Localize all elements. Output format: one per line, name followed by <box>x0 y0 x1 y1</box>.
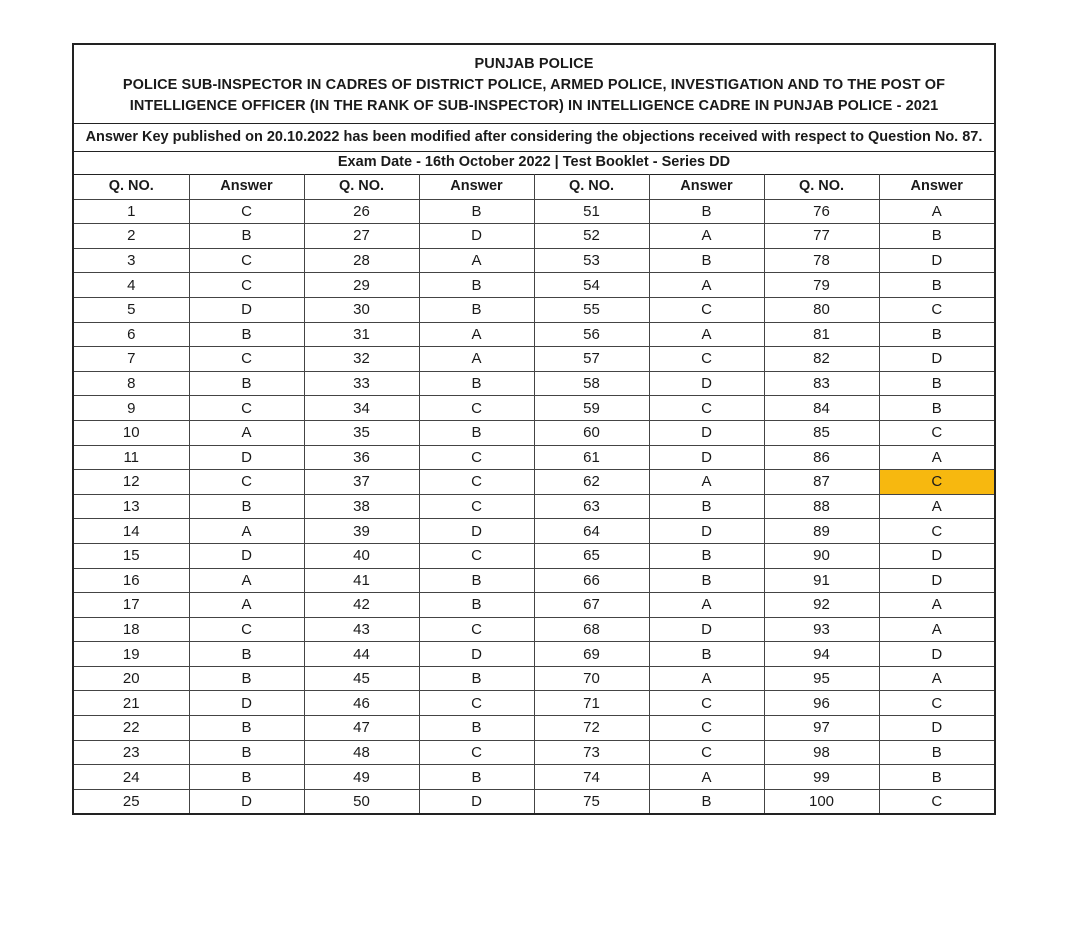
question-number-cell: 69 <box>534 642 649 667</box>
answer-cell: C <box>189 347 304 372</box>
answer-cell: A <box>879 617 994 642</box>
answer-cell: A <box>879 593 994 618</box>
question-number-cell: 91 <box>764 568 879 593</box>
answer-cell: D <box>649 519 764 544</box>
table-row <box>74 297 994 322</box>
question-number-cell: 33 <box>304 371 419 396</box>
answer-cell: B <box>419 199 534 224</box>
answer-cell: B <box>419 765 534 790</box>
answer-cell: B <box>879 322 994 347</box>
question-number-cell: 36 <box>304 445 419 470</box>
question-number-cell: 98 <box>764 740 879 765</box>
answer-cell: C <box>419 617 534 642</box>
question-number-cell: 79 <box>764 273 879 298</box>
question-number-cell: 14 <box>74 519 189 544</box>
question-number-cell: 26 <box>304 199 419 224</box>
question-number-cell: 70 <box>534 666 649 691</box>
question-number-cell: 40 <box>304 543 419 568</box>
answer-key-table <box>74 174 994 813</box>
question-number-cell: 4 <box>74 273 189 298</box>
question-number-cell: 55 <box>534 297 649 322</box>
question-number-cell: 51 <box>534 199 649 224</box>
answer-cell: C <box>419 445 534 470</box>
question-number-cell: 75 <box>534 789 649 813</box>
answer-cell: A <box>879 445 994 470</box>
answer-cell: D <box>189 297 304 322</box>
answer-cell: A <box>189 420 304 445</box>
table-row <box>74 568 994 593</box>
answer-cell: C <box>189 617 304 642</box>
answer-cell: D <box>189 691 304 716</box>
table-body <box>74 199 994 813</box>
question-number-cell: 49 <box>304 765 419 790</box>
answer-cell: B <box>649 568 764 593</box>
answer-cell: C <box>419 543 534 568</box>
answer-cell: B <box>649 789 764 813</box>
answer-cell: A <box>649 224 764 249</box>
table-row <box>74 445 994 470</box>
answer-cell: C <box>879 297 994 322</box>
answer-cell: B <box>419 371 534 396</box>
answer-cell: C <box>879 691 994 716</box>
answer-cell: B <box>189 765 304 790</box>
answer-cell: B <box>879 224 994 249</box>
answer-cell: A <box>649 470 764 495</box>
question-number-cell: 72 <box>534 716 649 741</box>
question-number-cell: 6 <box>74 322 189 347</box>
answer-cell: D <box>419 642 534 667</box>
answer-cell: B <box>419 273 534 298</box>
question-number-cell: 68 <box>534 617 649 642</box>
question-number-cell: 16 <box>74 568 189 593</box>
answer-cell: C <box>649 347 764 372</box>
question-number-cell: 3 <box>74 248 189 273</box>
answer-cell: A <box>649 765 764 790</box>
answer-cell: B <box>879 273 994 298</box>
answer-cell: C <box>419 494 534 519</box>
answer-cell: A <box>419 347 534 372</box>
question-number-cell: 50 <box>304 789 419 813</box>
question-number-cell: 47 <box>304 716 419 741</box>
question-number-cell: 94 <box>764 642 879 667</box>
answer-cell: C <box>879 789 994 813</box>
answer-cell: B <box>879 740 994 765</box>
answer-cell: B <box>649 494 764 519</box>
answer-cell: C <box>189 199 304 224</box>
answer-cell: C <box>649 396 764 421</box>
answer-cell: C <box>189 396 304 421</box>
question-number-cell: 80 <box>764 297 879 322</box>
table-row <box>74 642 994 667</box>
answer-cell: C <box>419 691 534 716</box>
column-header-qno: Q. NO. <box>304 175 419 200</box>
answer-cell: B <box>879 371 994 396</box>
question-number-cell: 60 <box>534 420 649 445</box>
answer-cell: D <box>419 789 534 813</box>
question-number-cell: 12 <box>74 470 189 495</box>
question-number-cell: 71 <box>534 691 649 716</box>
answer-cell: D <box>189 789 304 813</box>
question-number-cell: 35 <box>304 420 419 445</box>
answer-cell: B <box>649 248 764 273</box>
column-header-qno: Q. NO. <box>764 175 879 200</box>
answer-cell: B <box>419 593 534 618</box>
question-number-cell: 48 <box>304 740 419 765</box>
table-row <box>74 617 994 642</box>
question-number-cell: 27 <box>304 224 419 249</box>
answer-cell: B <box>419 420 534 445</box>
answer-cell: A <box>189 593 304 618</box>
answer-cell: A <box>879 666 994 691</box>
table-header-row <box>74 175 994 200</box>
answer-cell: A <box>649 273 764 298</box>
question-number-cell: 25 <box>74 789 189 813</box>
column-header-answer: Answer <box>879 175 994 200</box>
answer-cell: B <box>649 199 764 224</box>
answer-cell: C <box>419 470 534 495</box>
question-number-cell: 89 <box>764 519 879 544</box>
answer-cell: C <box>419 396 534 421</box>
answer-cell: D <box>879 347 994 372</box>
question-number-cell: 38 <box>304 494 419 519</box>
question-number-cell: 64 <box>534 519 649 544</box>
question-number-cell: 21 <box>74 691 189 716</box>
question-number-cell: 29 <box>304 273 419 298</box>
answer-cell: B <box>419 568 534 593</box>
question-number-cell: 81 <box>764 322 879 347</box>
answer-cell: B <box>419 297 534 322</box>
question-number-cell: 56 <box>534 322 649 347</box>
table-row <box>74 396 994 421</box>
answer-cell: B <box>189 494 304 519</box>
question-number-cell: 20 <box>74 666 189 691</box>
table-row <box>74 470 994 495</box>
table-row <box>74 691 994 716</box>
question-number-cell: 88 <box>764 494 879 519</box>
question-number-cell: 23 <box>74 740 189 765</box>
answer-cell: B <box>189 371 304 396</box>
answer-cell: D <box>879 716 994 741</box>
question-number-cell: 17 <box>74 593 189 618</box>
answer-cell: A <box>189 519 304 544</box>
question-number-cell: 8 <box>74 371 189 396</box>
question-number-cell: 97 <box>764 716 879 741</box>
question-number-cell: 19 <box>74 642 189 667</box>
question-number-cell: 82 <box>764 347 879 372</box>
question-number-cell: 99 <box>764 765 879 790</box>
answer-cell: A <box>649 666 764 691</box>
table-row <box>74 593 994 618</box>
answer-cell: D <box>649 371 764 396</box>
table-row <box>74 543 994 568</box>
question-number-cell: 66 <box>534 568 649 593</box>
table-row <box>74 248 994 273</box>
table-header <box>74 175 994 200</box>
table-row <box>74 494 994 519</box>
table-row <box>74 420 994 445</box>
answer-cell: C <box>649 691 764 716</box>
question-number-cell: 9 <box>74 396 189 421</box>
question-number-cell: 13 <box>74 494 189 519</box>
answer-cell: D <box>189 543 304 568</box>
question-number-cell: 96 <box>764 691 879 716</box>
answer-cell: D <box>879 543 994 568</box>
exam-title-line-1: POLICE SUB-INSPECTOR IN CADRES OF DISTRICT POLICE, ARMED POLICE, INVESTIGATION AND TO THE POST OF <box>122 77 946 93</box>
question-number-cell: 11 <box>74 445 189 470</box>
answer-cell: D <box>419 224 534 249</box>
question-number-cell: 37 <box>304 470 419 495</box>
answer-cell: B <box>189 642 304 667</box>
table-row <box>74 347 994 372</box>
answer-cell: D <box>649 617 764 642</box>
question-number-cell: 30 <box>304 297 419 322</box>
answer-cell: C <box>649 297 764 322</box>
answer-cell: B <box>649 543 764 568</box>
question-number-cell: 24 <box>74 765 189 790</box>
question-number-cell: 5 <box>74 297 189 322</box>
column-header-answer: Answer <box>189 175 304 200</box>
table-row <box>74 519 994 544</box>
answer-cell: C <box>649 740 764 765</box>
question-number-cell: 93 <box>764 617 879 642</box>
answer-cell: C <box>419 740 534 765</box>
question-number-cell: 92 <box>764 593 879 618</box>
question-number-cell: 90 <box>764 543 879 568</box>
question-number-cell: 57 <box>534 347 649 372</box>
column-header-answer: Answer <box>419 175 534 200</box>
answer-cell: D <box>649 420 764 445</box>
answer-cell: D <box>879 568 994 593</box>
question-number-cell: 63 <box>534 494 649 519</box>
answer-cell: B <box>189 666 304 691</box>
answer-cell: B <box>189 224 304 249</box>
question-number-cell: 52 <box>534 224 649 249</box>
question-number-cell: 42 <box>304 593 419 618</box>
question-number-cell: 32 <box>304 347 419 372</box>
question-number-cell: 1 <box>74 199 189 224</box>
answer-cell: D <box>879 248 994 273</box>
question-number-cell: 41 <box>304 568 419 593</box>
question-number-cell: 44 <box>304 642 419 667</box>
table-row <box>74 740 994 765</box>
question-number-cell: 73 <box>534 740 649 765</box>
answer-cell: B <box>419 666 534 691</box>
answer-cell: C <box>189 248 304 273</box>
question-number-cell: 10 <box>74 420 189 445</box>
answer-cell: A <box>419 248 534 273</box>
exam-title-line-2: INTELLIGENCE OFFICER (IN THE RANK OF SUB-INSPECTOR) IN INTELLIGENCE CADRE IN PUNJAB POLICE - 2021 <box>129 98 939 114</box>
column-header-answer: Answer <box>649 175 764 200</box>
question-number-cell: 67 <box>534 593 649 618</box>
question-number-cell: 86 <box>764 445 879 470</box>
answer-cell: B <box>879 765 994 790</box>
table-row <box>74 273 994 298</box>
question-number-cell: 15 <box>74 543 189 568</box>
answer-cell: C <box>189 470 304 495</box>
answer-cell: B <box>879 396 994 421</box>
question-number-cell: 53 <box>534 248 649 273</box>
answer-cell: C <box>879 519 994 544</box>
table-row <box>74 666 994 691</box>
question-number-cell: 76 <box>764 199 879 224</box>
question-number-cell: 54 <box>534 273 649 298</box>
table-row <box>74 765 994 790</box>
answer-cell: A <box>649 593 764 618</box>
answer-cell: A <box>879 494 994 519</box>
answer-cell: B <box>419 716 534 741</box>
answer-cell: B <box>189 740 304 765</box>
question-number-cell: 18 <box>74 617 189 642</box>
question-number-cell: 2 <box>74 224 189 249</box>
table-row <box>74 789 994 813</box>
question-number-cell: 74 <box>534 765 649 790</box>
org-title: PUNJAB POLICE <box>474 56 594 72</box>
column-header-qno: Q. NO. <box>74 175 189 200</box>
answer-cell: D <box>879 642 994 667</box>
answer-cell: A <box>419 322 534 347</box>
answer-cell: A <box>879 199 994 224</box>
answer-cell: A <box>649 322 764 347</box>
table-row <box>74 199 994 224</box>
question-number-cell: 58 <box>534 371 649 396</box>
question-number-cell: 34 <box>304 396 419 421</box>
question-number-cell: 31 <box>304 322 419 347</box>
question-number-cell: 84 <box>764 396 879 421</box>
modification-notice: Answer Key published on 20.10.2022 has been modified after considering the objections received with respect to Question No. 87. <box>74 124 994 152</box>
answer-cell: D <box>649 445 764 470</box>
question-number-cell: 100 <box>764 789 879 813</box>
answer-cell: C <box>879 420 994 445</box>
answer-cell: B <box>189 716 304 741</box>
answer-cell: A <box>189 568 304 593</box>
table-row <box>74 224 994 249</box>
question-number-cell: 95 <box>764 666 879 691</box>
answer-key-document <box>72 43 996 815</box>
question-number-cell: 28 <box>304 248 419 273</box>
question-number-cell: 65 <box>534 543 649 568</box>
table-row <box>74 716 994 741</box>
answer-cell: B <box>189 322 304 347</box>
question-number-cell: 78 <box>764 248 879 273</box>
table-row <box>74 322 994 347</box>
question-number-cell: 43 <box>304 617 419 642</box>
question-number-cell: 46 <box>304 691 419 716</box>
document-header <box>74 45 994 124</box>
question-number-cell: 39 <box>304 519 419 544</box>
answer-cell: B <box>649 642 764 667</box>
question-number-cell: 59 <box>534 396 649 421</box>
question-number-cell: 7 <box>74 347 189 372</box>
answer-cell: C <box>649 716 764 741</box>
question-number-cell: 83 <box>764 371 879 396</box>
question-number-cell: 61 <box>534 445 649 470</box>
answer-cell: D <box>189 445 304 470</box>
question-number-cell: 87 <box>764 470 879 495</box>
question-number-cell: 22 <box>74 716 189 741</box>
answer-cell: C <box>189 273 304 298</box>
answer-cell-modified: C <box>879 470 994 495</box>
question-number-cell: 77 <box>764 224 879 249</box>
question-number-cell: 45 <box>304 666 419 691</box>
answer-cell: D <box>419 519 534 544</box>
question-number-cell: 85 <box>764 420 879 445</box>
question-number-cell: 62 <box>534 470 649 495</box>
exam-date-series: Exam Date - 16th October 2022 | Test Booklet - Series DD <box>337 154 731 170</box>
column-header-qno: Q. NO. <box>534 175 649 200</box>
table-row <box>74 371 994 396</box>
